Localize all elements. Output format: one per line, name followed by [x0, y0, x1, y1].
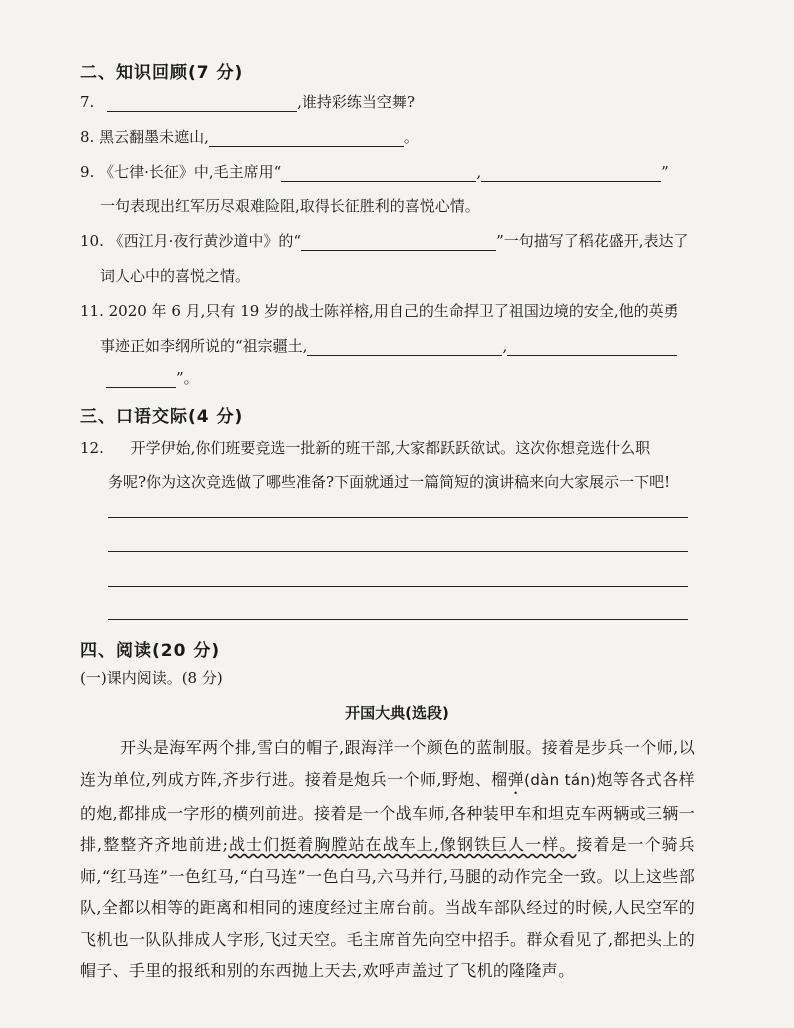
answer-line-1[interactable]	[108, 517, 688, 518]
question-11-cont: 事迹正如李纲所说的“祖宗疆土, ,	[100, 336, 677, 356]
pinyin-annotation: (dàn tán)	[524, 770, 597, 789]
section-3-title: 三、口语交际(4 分)	[80, 407, 244, 427]
q9-answer-blank-2[interactable]	[481, 165, 661, 182]
q9-answer-blank-1[interactable]	[281, 165, 476, 182]
answer-line-2[interactable]	[108, 551, 688, 552]
section-4-title: 四、阅读(20 分)	[80, 641, 221, 661]
emphasized-char: 弹	[507, 769, 525, 789]
question-12: 12. 开学伊始,你们班要竞选一批新的班干部,大家都跃跃欲试。这次你想竞选什么职	[80, 439, 651, 457]
question-7: 7. ,谁持彩练当空舞?	[80, 93, 415, 111]
question-12-cont: 务呢?你为这次竞选做了哪些准备?下面就通过一篇简短的演讲稿来向大家展示一下吧!	[108, 473, 671, 491]
question-11: 11. 2020 年 6 月,只有 19 岁的战士陈祥榕,用自己的生命捍卫了祖国边境的安全,他的英勇	[80, 302, 679, 320]
question-10-cont: 词人心中的喜悦之情。	[100, 267, 251, 285]
question-11-end: ”。	[106, 368, 199, 388]
passage-body: 开头是海军两个排,雪白的帽子,跟海洋一个颜色的蓝制服。接着是步兵一个师,以连为单位,列成方阵,齐步行进。接着是炮兵一个师,野炮、榴弹(dàn tán)炮等各式各样的炮,都排成一字形的横列前进。接着是一个战车师,各种装甲车和坦克车两辆或三辆一排,整整齐齐地前进;战士们挺着胸膛站在战车上,像钢铁巨人一样。接着是一个骑兵师,“红马连”一色红马,“白马连”一色白马,六马并行,马腿的动作完全一致。以上这些部队,全都以相等的距离和相同的速度经过主席台前。当战车部队经过的时候,人民空军的飞机也一队队排成人字形,飞过天空。毛主席首先向空中招手。群众看见了,都把头上的帽子、手里的报纸和别的东西抛上天去,欢呼声盖过了飞机的隆隆声。	[80, 738, 695, 980]
question-8: 8. 黑云翻墨未遮山, 。	[80, 128, 419, 146]
passage-title: 开国大典(选段)	[345, 704, 449, 722]
question-9-cont: 一句表现出红军历尽艰难险阻,取得长征胜利的喜悦心情。	[100, 197, 480, 215]
answer-line-4[interactable]	[108, 619, 688, 620]
q7-answer-blank[interactable]	[107, 95, 297, 112]
q11-answer-blank-1[interactable]	[307, 339, 502, 356]
q11-answer-blank-2[interactable]	[507, 339, 677, 356]
q11-answer-blank-3[interactable]	[106, 371, 176, 388]
reading-subsection-title: (一)课内阅读。(8 分)	[80, 669, 223, 687]
section-2-title: 二、知识回顾(7 分)	[80, 63, 244, 83]
wavy-underlined-sentence: 战士们挺着胸膛站在战车上,像钢铁巨人一样。	[228, 835, 577, 854]
question-10: 10. 《西江月·夜行黄沙道中》的“ ”一句描写了稻花盛开,表达了	[80, 232, 689, 250]
answer-line-3[interactable]	[108, 586, 688, 587]
question-9: 9. 《七律·长征》中,毛主席用“ , ”	[80, 163, 669, 181]
q10-answer-blank[interactable]	[301, 234, 496, 251]
q8-answer-blank[interactable]	[209, 130, 404, 147]
